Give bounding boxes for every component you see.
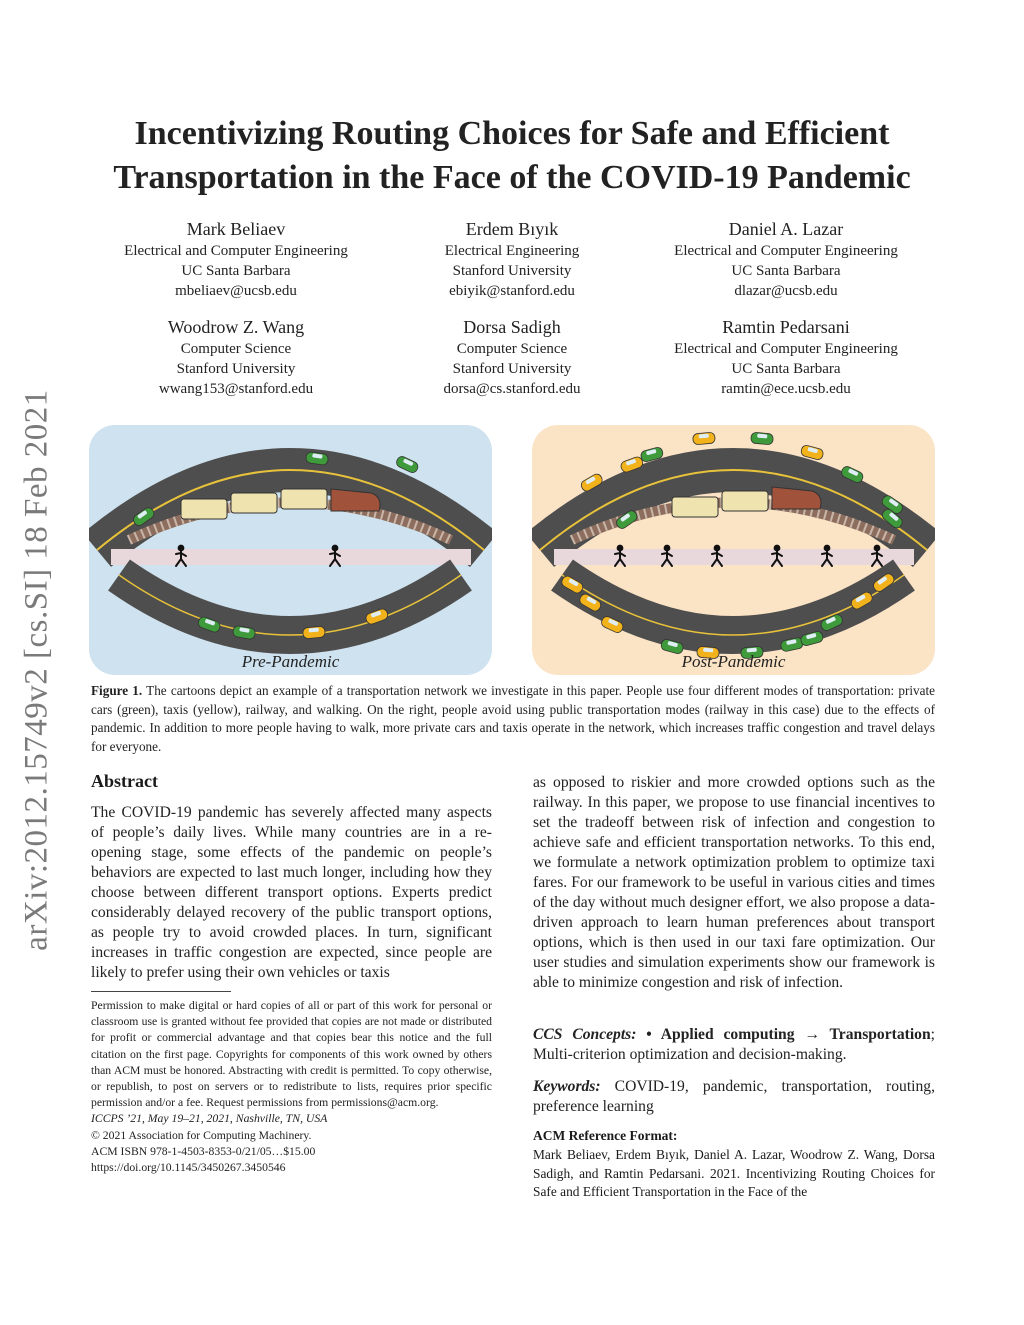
author-email[interactable]: dorsa@cs.stanford.edu — [443, 381, 581, 397]
author-dept: Electrical Engineering — [444, 243, 580, 259]
author-org: UC Santa Barbara — [731, 361, 841, 377]
walker-part — [875, 546, 880, 551]
train-carriage — [281, 489, 327, 509]
author-name: Erdem Bıyık — [465, 219, 559, 239]
author-email[interactable]: dlazar@ucsb.edu — [734, 283, 838, 299]
title-line-2: Transportation in the Face of the COVID-19 Pandemic — [113, 159, 911, 196]
figure-panel-label: Pre-Pandemic — [241, 652, 340, 671]
walker-part — [618, 546, 623, 551]
walker-part — [715, 546, 720, 551]
doi-link[interactable]: https://doi.org/10.1145/3450267.3450546 — [91, 1161, 286, 1175]
keywords-label: Keywords: — [533, 1078, 601, 1095]
walker-part — [825, 546, 830, 551]
permission-text: Permission to make digital or hard copies of all or part of this work for personal or classroom use is granted without fee provided that copies are not made or distributed for profit or commercial advantage and that copies bear this notice and the full citation on the first page. Copyrights for components of this work owned by others than ACM must be honored. Abstracting with credit is permitted. To copy otherwise, or republish, to post on servers or to redistribute to lists, requires prior specific permission and/or a fee. Request permissions from permissions@acm.org. — [91, 999, 492, 1110]
author-block — [86, 315, 386, 399]
copyright: © 2021 Association for Computing Machinery. — [91, 1128, 312, 1142]
train-carriage — [672, 497, 718, 517]
ccs-label: CCS Concepts: — [533, 1026, 637, 1043]
author-email[interactable]: wwang153@stanford.edu — [158, 381, 314, 397]
figure-panel-label: Post-Pandemic — [681, 652, 786, 671]
author-dept: Computer Science — [180, 341, 292, 357]
ccs-primary: • Applied computing → Transportation — [646, 1026, 931, 1043]
acm-reference-text: Mark Beliaev, Erdem Bıyık, Daniel A. Lazar, Woodrow Z. Wang, Dorsa Sadigh, and Ramtin Pedarsani. 2021. Incentivizing Routing Choices for Safe and Efficient Transportation in the Face of the — [533, 1147, 935, 1199]
ccs-concepts — [533, 1025, 935, 1065]
paper-title — [60, 112, 964, 200]
abstract-left-column: The COVID-19 pandemic has severely affected many aspects of people’s daily lives. While many countries are in a re-opening stage, some effects of the pandemic on people’s behaviors are expected to last much longer, including how they choose between different transport options. Experts predict considerably delayed recovery of the public transport options, as people try to avoid crowded places. In turn, significant increases in traffic congestion are expected, since people are likely to prefer using their own vehicles or taxis — [91, 804, 492, 981]
author-name: Dorsa Sadigh — [463, 317, 561, 337]
author-email[interactable]: ramtin@ece.ucsb.edu — [721, 381, 851, 397]
transport-network-illustration — [89, 425, 492, 675]
author-block — [636, 217, 936, 301]
author-dept: Electrical and Computer Engineering — [124, 243, 348, 259]
author-org: UC Santa Barbara — [731, 263, 841, 279]
figure-caption-label: Figure 1. — [91, 683, 143, 698]
author-dept: Electrical and Computer Engineering — [674, 341, 898, 357]
author-dept: Computer Science — [456, 341, 568, 357]
author-org: Stanford University — [176, 361, 296, 377]
author-email[interactable]: ebiyik@stanford.edu — [449, 283, 575, 299]
author-dept: Electrical and Computer Engineering — [674, 243, 898, 259]
taxi — [693, 432, 716, 445]
isbn: ACM ISBN 978-1-4503-8353-0/21/05…$15.00 — [91, 1144, 316, 1158]
author-org: Stanford University — [452, 361, 572, 377]
author-name: Daniel A. Lazar — [728, 219, 844, 239]
permission-notice — [91, 998, 492, 1176]
train-carriage — [181, 499, 227, 519]
keywords-text: COVID-19, pandemic, transportation, routing, preference learning — [533, 1078, 935, 1115]
walkway — [554, 549, 914, 565]
walker-part — [333, 546, 338, 551]
private-car — [751, 432, 774, 445]
walker-part — [665, 546, 670, 551]
figure-caption — [91, 682, 935, 756]
ccs-rest: ; Multi-criterion optimization and decision-making. — [533, 1026, 935, 1063]
acm-reference-heading: ACM Reference Format: — [533, 1128, 678, 1143]
abstract-heading: Abstract — [91, 771, 158, 791]
figure-caption-text: The cartoons depict an example of a transportation network we investigate in this paper. People use four different modes of transportation: private cars (green), taxis (yellow), railway, and walking. On the right, people avoid using public transportation modes (railway in this case) due to the effects of pandemic. In addition to more people having to walk, more private cars and taxis operate in the network, which increases traffic congestion and travel delays for everyone. — [91, 683, 936, 754]
author-block — [362, 315, 662, 399]
author-name: Mark Beliaev — [186, 219, 286, 239]
title-line-1: Incentivizing Routing Choices for Safe and Efficient — [134, 115, 890, 152]
author-email[interactable]: mbeliaev@ucsb.edu — [175, 283, 297, 299]
venue: ICCPS ’21, May 19–21, 2021, Nashville, TN, USA — [91, 1112, 328, 1126]
footnote-divider — [91, 991, 231, 992]
train-carriage — [722, 491, 768, 511]
taxi — [303, 626, 326, 639]
author-block — [86, 217, 386, 301]
author-name: Ramtin Pedarsani — [722, 317, 850, 337]
figure-panel-pre-pandemic — [89, 425, 492, 675]
arxiv-stamp: arXiv:2012.15749v2 [cs.SI] 18 Feb 2021 — [18, 389, 55, 951]
transport-network-illustration — [532, 425, 935, 675]
walker-part — [775, 546, 780, 551]
walker-part — [179, 546, 184, 551]
author-block — [362, 217, 662, 301]
keywords — [533, 1077, 935, 1117]
author-name: Woodrow Z. Wang — [167, 317, 305, 337]
train-carriage — [231, 493, 277, 513]
author-org: Stanford University — [452, 263, 572, 279]
walkway — [111, 549, 471, 565]
author-org: UC Santa Barbara — [181, 263, 291, 279]
abstract-right-column: as opposed to riskier and more crowded options such as the railway. In this paper, we propose to use financial incentives to set the tradeoff between risk of infection and congestion to achieve safe and efficient transportation networks. To this end, we formulate a network optimization problem to optimize taxi fares. For our framework to be useful in various cities and times of the day without much designer effort, we also propose a data-driven approach to learn human preferences about transport options, which is then used in our taxi fare optimization. Our user studies and simulation experiments show our framework is able to minimize congestion and risk of infection. — [533, 774, 935, 991]
figure-panel-post-pandemic — [532, 425, 935, 675]
author-block — [636, 315, 936, 399]
